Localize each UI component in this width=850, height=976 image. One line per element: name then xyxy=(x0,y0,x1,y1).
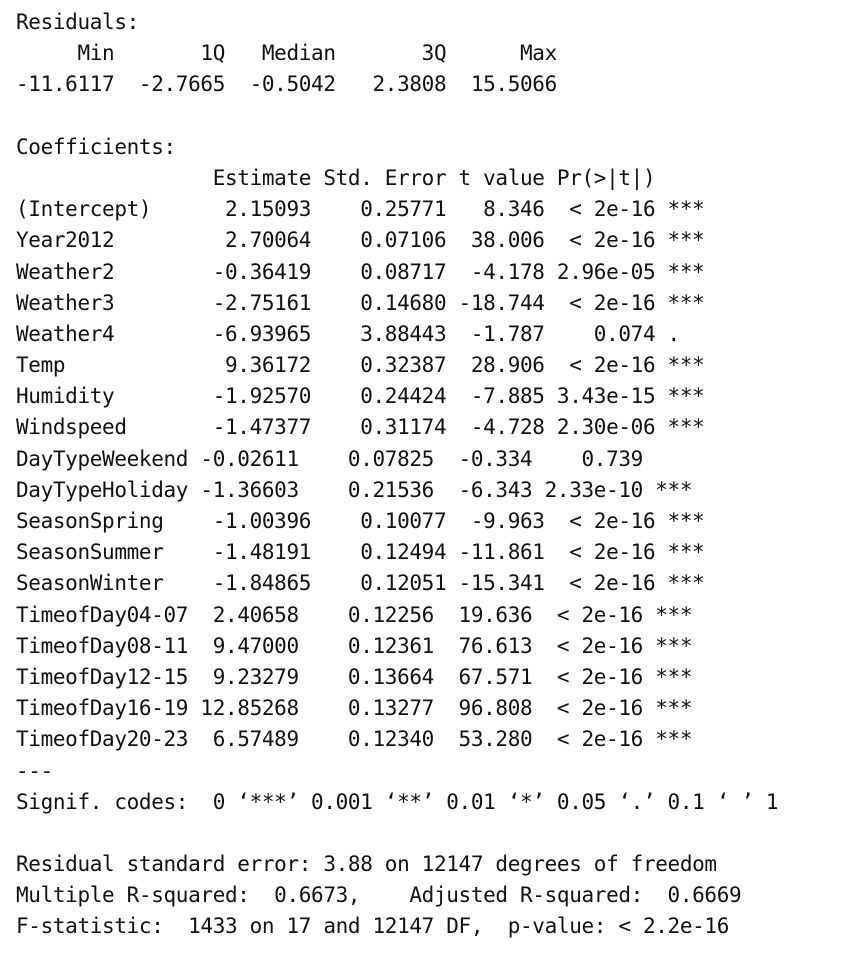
coef-row-timeofday-08-11: TimeofDay08-11 9.47000 0.12361 76.613 < 2e-16 *** xyxy=(16,633,693,658)
f-statistic-line: F-statistic: 1433 on 17 and 12147 DF, p-value: < 2.2e-16 xyxy=(16,914,729,939)
coef-row-year2012: Year2012 2.70064 0.07106 38.006 < 2e-16 *** xyxy=(16,228,705,253)
coef-row-timeofday-04-07: TimeofDay04-07 2.40658 0.12256 19.636 < 2e-16 *** xyxy=(16,602,693,627)
coef-row-daytype-holiday: DayTypeHoliday -1.36603 0.21536 -6.343 2.33e-10 *** xyxy=(16,477,693,502)
coef-row-weather3: Weather3 -2.75161 0.14680 -18.744 < 2e-16 *** xyxy=(16,290,705,315)
coef-row-season-winter: SeasonWinter -1.84865 0.12051 -15.341 < 2e-16 *** xyxy=(16,571,705,596)
coefficients-header-row: Estimate Std. Error t value Pr(>|t|) xyxy=(16,165,705,190)
coef-row-weather2: Weather2 -0.36419 0.08717 -4.178 2.96e-05 *** xyxy=(16,259,705,284)
signif-codes-line: Signif. codes: 0 ‘***’ 0.001 ‘**’ 0.01 ‘*’ 0.05 ‘.’ 0.1 ‘ ’ 1 xyxy=(16,789,779,814)
residuals-heading: Residuals: xyxy=(16,10,139,34)
coef-row-timeofday-20-23: TimeofDay20-23 6.57489 0.12340 53.280 < 2e-16 *** xyxy=(16,727,693,752)
coef-row-daytype-weekend: DayTypeWeekend -0.02611 0.07825 -0.334 0.739 xyxy=(16,446,693,471)
residuals-values-row: -11.6117 -2.7665 -0.5042 2.3808 15.5066 xyxy=(16,72,570,97)
residual-standard-error: Residual standard error: 3.88 on 12147 degrees of freedom xyxy=(16,852,717,877)
residuals-header-row: Min 1Q Median 3Q Max xyxy=(16,41,570,66)
r-squared-line: Multiple R-squared: 0.6673, Adjusted R-squared: 0.6669 xyxy=(16,883,754,908)
r-console-output xyxy=(16,7,778,943)
coef-row-timeofday-16-19: TimeofDay16-19 12.85268 0.13277 96.808 < 2e-16 *** xyxy=(16,696,693,721)
coef-row-weather4: Weather4 -6.93965 3.88443 -1.787 0.074 . xyxy=(16,321,705,346)
separator-line: --- xyxy=(16,758,53,783)
coef-row-season-spring: SeasonSpring -1.00396 0.10077 -9.963 < 2e-16 *** xyxy=(16,509,705,533)
coef-row-humidity: Humidity -1.92570 0.24424 -7.885 3.43e-15 *** xyxy=(16,384,705,409)
coefficients-heading: Coefficients: xyxy=(16,134,176,159)
coef-row-temp: Temp 9.36172 0.32387 28.906 < 2e-16 *** xyxy=(16,353,705,378)
coef-row-intercept: (Intercept) 2.15093 0.25771 8.346 < 2e-16 *** xyxy=(16,197,705,222)
blank-line xyxy=(16,818,778,849)
coef-row-season-summer: SeasonSummer -1.48191 0.12494 -11.861 < 2e-16 *** xyxy=(16,540,705,565)
coef-row-windspeed: Windspeed -1.47377 0.31174 -4.728 2.30e-06 *** xyxy=(16,415,705,440)
blank-line xyxy=(16,101,778,132)
coef-row-timeofday-12-15: TimeofDay12-15 9.23279 0.13664 67.571 < 2e-16 *** xyxy=(16,664,693,689)
